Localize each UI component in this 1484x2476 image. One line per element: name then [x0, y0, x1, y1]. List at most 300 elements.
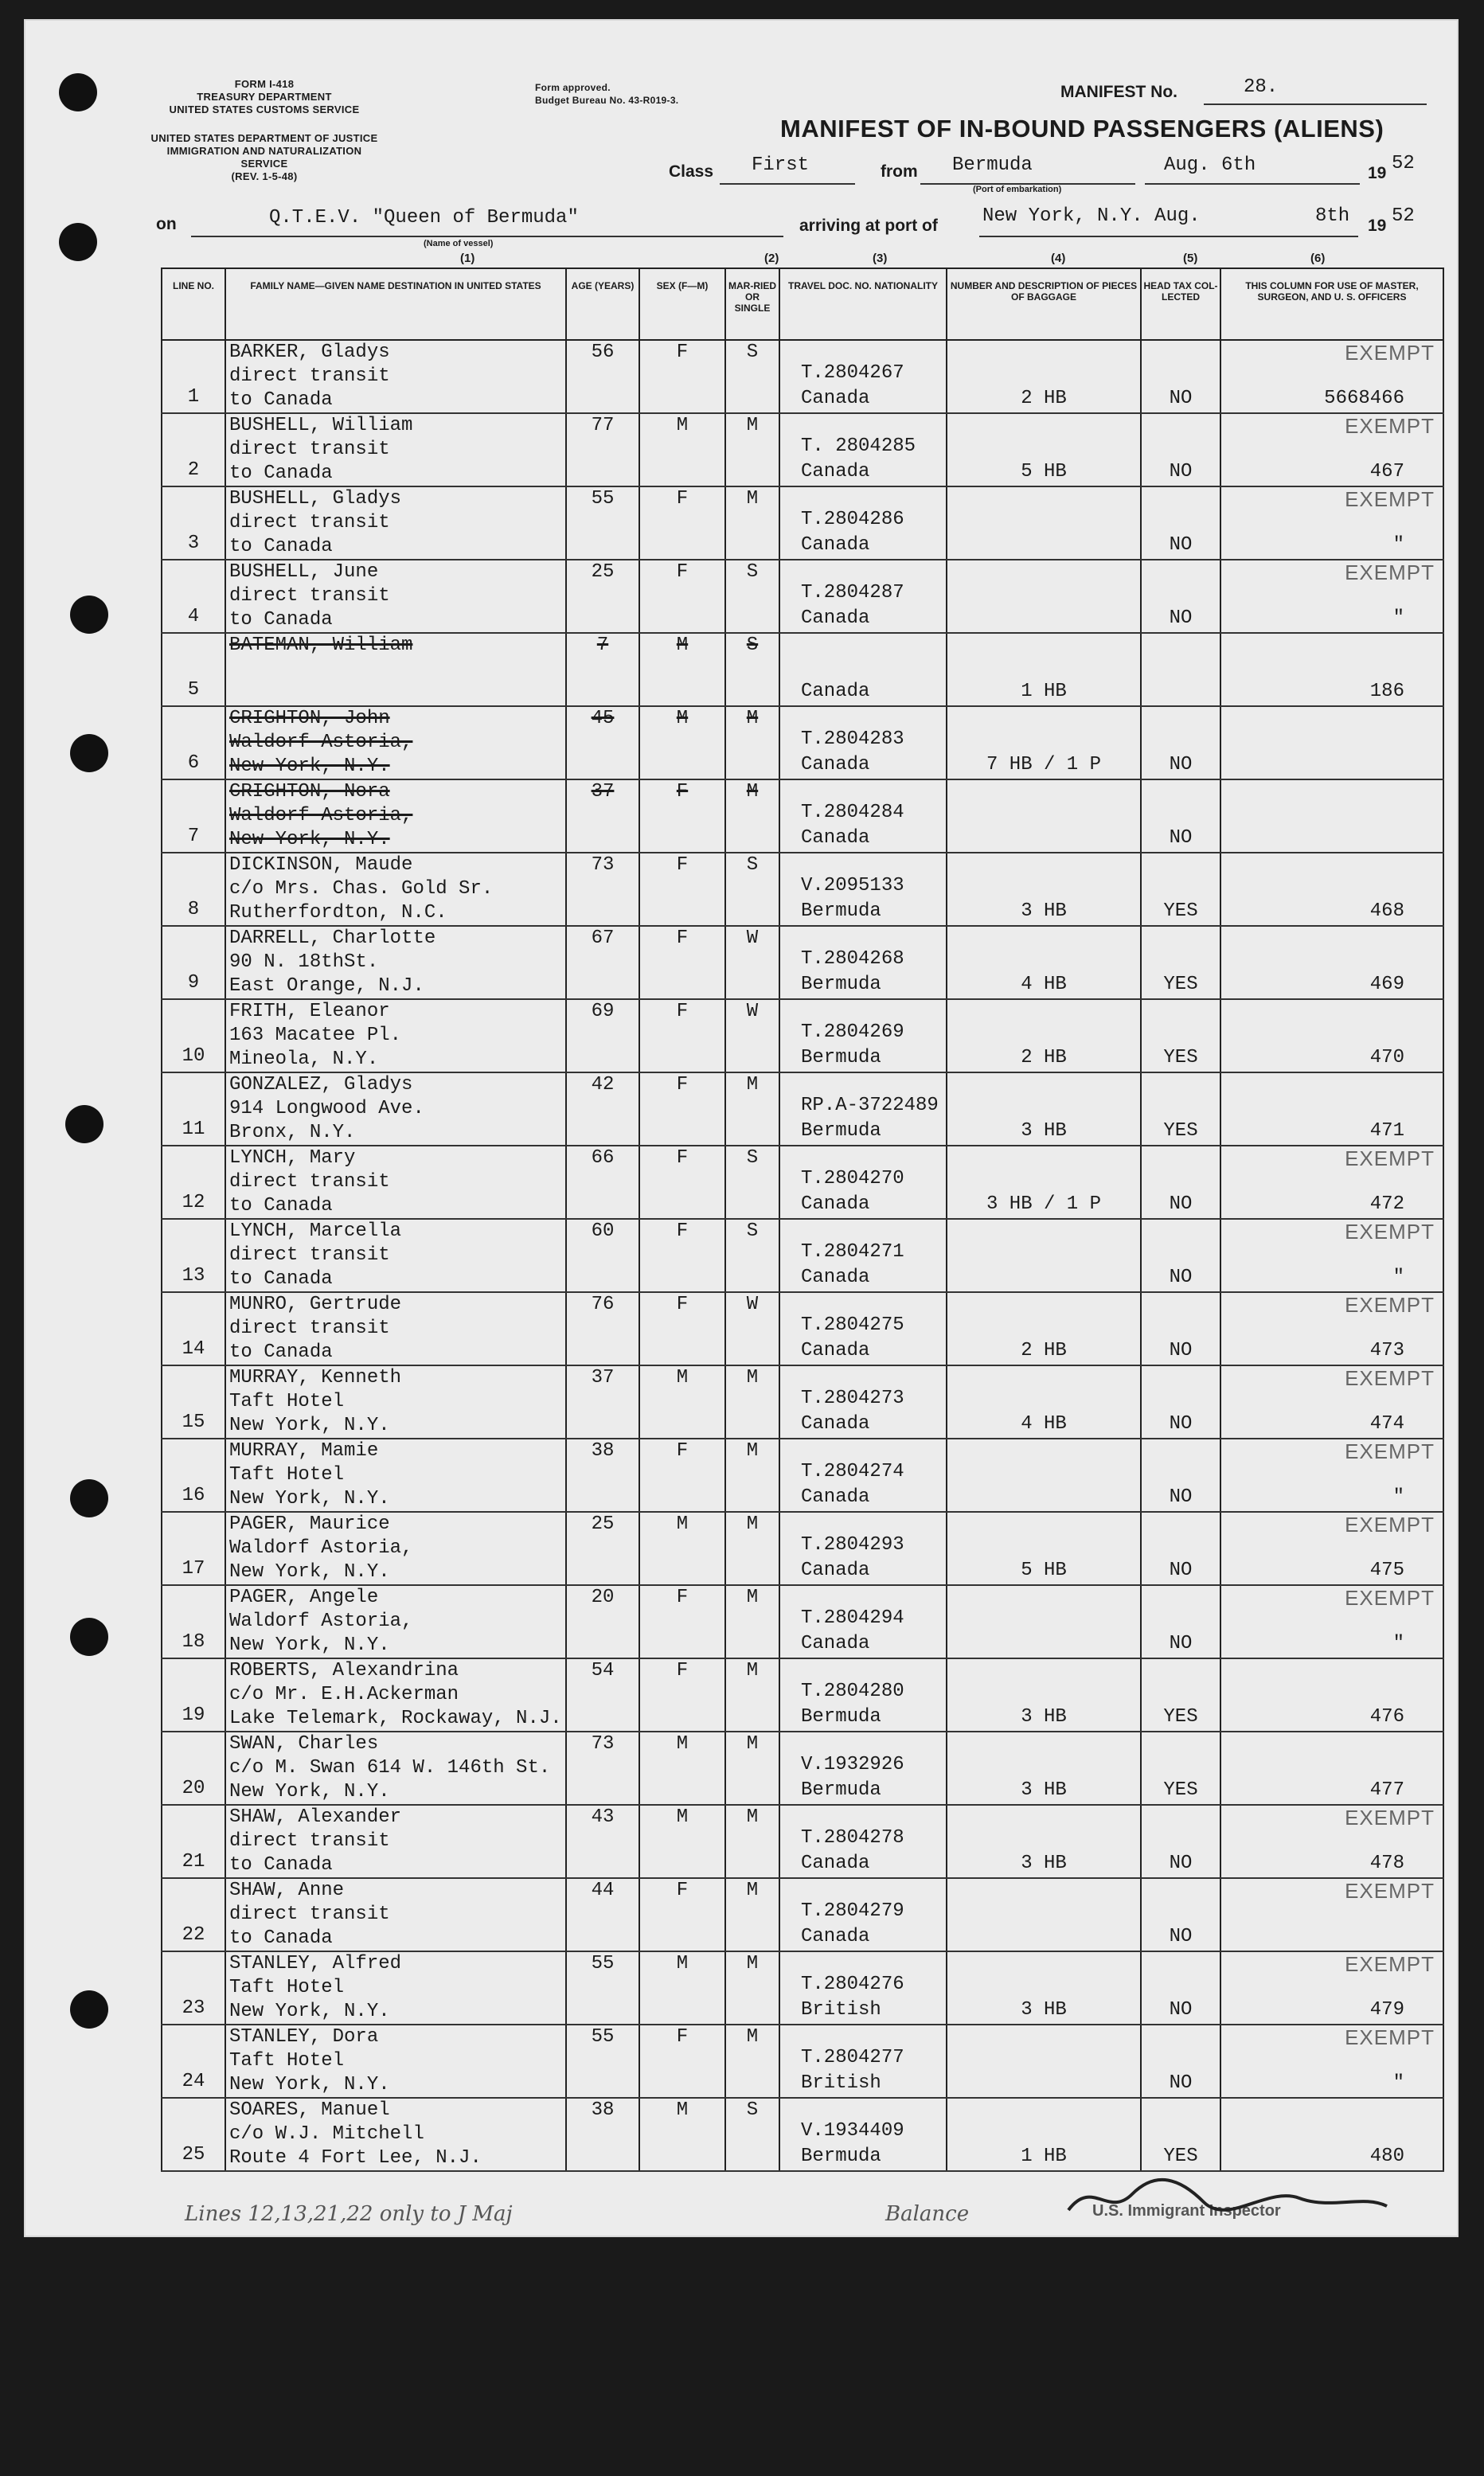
exempt-stamp: EXEMPT — [1345, 1586, 1435, 1610]
table-row — [162, 706, 1443, 779]
line-number-text: 6 — [187, 752, 200, 774]
sex: F — [676, 1074, 689, 1095]
sex-cell — [639, 1365, 725, 1439]
budget-bureau: Budget Bureau No. 43-R019-3. — [535, 95, 679, 106]
manifest-page — [25, 21, 1457, 2236]
line-number — [162, 413, 225, 486]
exempt-stamp: EXEMPT — [1345, 1513, 1435, 1537]
head-tax-cell — [1141, 926, 1220, 999]
travel-doc-cell — [779, 340, 947, 413]
nationality: Canada — [801, 827, 870, 849]
passenger-name: MUNRO, Gertrude — [229, 1294, 402, 1315]
vessel-caption: (Name of vessel) — [424, 239, 494, 248]
passenger-name-destination — [225, 486, 566, 560]
baggage-cell — [947, 340, 1141, 413]
age-cell — [566, 1585, 639, 1658]
destination-line-1: c/o Mr. E.H.Ackerman — [229, 1684, 459, 1705]
baggage-cell — [947, 1219, 1141, 1292]
destination-line-1: direct transit — [229, 1830, 390, 1852]
line-number-text: 4 — [187, 606, 200, 627]
passenger-name: ROBERTS, Alexandrina — [229, 1660, 459, 1681]
officer-cell — [1220, 926, 1443, 999]
head-tax-cell — [1141, 706, 1220, 779]
travel-doc: T.2804270 — [801, 1168, 904, 1189]
travel-doc: T.2804278 — [801, 1827, 904, 1849]
line-number-text: 1 — [187, 386, 200, 408]
line-number-text: 14 — [182, 1338, 205, 1360]
marital-status: M — [746, 1660, 759, 1681]
header-baggage: NUMBER AND DESCRIPTION OF PIECES OF BAGGAGE — [947, 268, 1141, 340]
passenger-name: LYNCH, Mary — [229, 1147, 356, 1169]
destination-line-2: Lake Telemark, Rockaway, N.J. — [229, 1708, 562, 1729]
form-header-justice — [145, 132, 384, 183]
officer-cell — [1220, 1878, 1443, 1951]
nationality: Canada — [801, 754, 870, 775]
sex: F — [676, 1880, 689, 1901]
head-tax-cell — [1141, 779, 1220, 853]
arrival-year: 52 — [1392, 205, 1415, 227]
marital-cell — [725, 1219, 779, 1292]
baggage-cell — [947, 486, 1141, 560]
destination-line-2: New York, N.Y. — [229, 1488, 390, 1509]
class-label: Class — [669, 162, 714, 181]
destination-line-1: c/o M. Swan 614 W. 146th St. — [229, 1757, 551, 1779]
baggage-cell — [947, 1585, 1141, 1658]
marital-status: S — [746, 635, 759, 656]
header-doc: TRAVEL DOC. NO. NATIONALITY — [779, 268, 947, 340]
head-tax-cell — [1141, 633, 1220, 706]
binder-hole — [70, 734, 108, 772]
marital-cell — [725, 413, 779, 486]
head-tax: NO — [1169, 534, 1193, 556]
marital-status: M — [746, 1880, 759, 1901]
officer-cell — [1220, 1219, 1443, 1292]
sex: M — [676, 635, 689, 656]
table-row — [162, 560, 1443, 633]
age: 44 — [591, 1880, 615, 1901]
age: 66 — [591, 1147, 615, 1169]
baggage-cell — [947, 1365, 1141, 1439]
officer-number: 472 — [1369, 1193, 1404, 1215]
travel-doc-cell — [779, 1951, 947, 2025]
header-age: AGE (YEARS) — [566, 268, 639, 340]
table-row — [162, 413, 1443, 486]
exempt-stamp: EXEMPT — [1345, 487, 1435, 511]
travel-doc: T.2804274 — [801, 1461, 904, 1482]
officer-cell — [1220, 1658, 1443, 1732]
on-label: on — [156, 215, 177, 233]
destination-line-1: direct transit — [229, 585, 390, 607]
passenger-name: STANLEY, Dora — [229, 2026, 379, 2048]
marital-cell — [725, 706, 779, 779]
age-cell — [566, 1292, 639, 1365]
age: 69 — [591, 1001, 615, 1022]
passenger-name-destination — [225, 1439, 566, 1512]
line-number-text: 17 — [182, 1558, 205, 1580]
baggage-cell — [947, 633, 1141, 706]
marital-cell — [725, 340, 779, 413]
destination-line-1: Taft Hotel — [229, 1464, 345, 1486]
sex: F — [676, 928, 689, 949]
marital-status: M — [746, 1074, 759, 1095]
officer-number: 186 — [1369, 681, 1404, 702]
sex-cell — [639, 1878, 725, 1951]
baggage: 2 HB — [1021, 388, 1067, 409]
officer-number: 475 — [1369, 1560, 1404, 1581]
baggage-cell — [947, 1146, 1141, 1219]
marital-status: M — [746, 415, 759, 436]
head-tax-cell — [1141, 1439, 1220, 1512]
age-cell — [566, 1951, 639, 2025]
sex: M — [676, 1733, 689, 1755]
justice-dept: UNITED STATES DEPARTMENT OF JUSTICE — [150, 132, 378, 144]
head-tax: NO — [1169, 1193, 1193, 1215]
head-tax: YES — [1163, 2146, 1198, 2167]
sex-cell — [639, 1585, 725, 1658]
passenger-name: MURRAY, Mamie — [229, 1440, 379, 1462]
marital-status: S — [746, 854, 759, 876]
head-tax: NO — [1169, 1999, 1193, 2021]
customs-service: UNITED STATES CUSTOMS SERVICE — [169, 103, 360, 115]
table-row — [162, 2098, 1443, 2171]
age: 38 — [591, 1440, 615, 1462]
exempt-stamp: EXEMPT — [1345, 1293, 1435, 1317]
head-tax-cell — [1141, 1365, 1220, 1439]
age: 73 — [591, 1733, 615, 1755]
line-number-text: 15 — [182, 1412, 205, 1433]
head-tax-cell — [1141, 999, 1220, 1072]
head-tax-cell — [1141, 560, 1220, 633]
officer-cell — [1220, 1072, 1443, 1146]
travel-doc-cell — [779, 1878, 947, 1951]
embark-date-line — [1145, 183, 1360, 185]
travel-doc: T.2804293 — [801, 1534, 904, 1556]
age-cell — [566, 1146, 639, 1219]
travel-doc-cell — [779, 1805, 947, 1878]
officer-cell — [1220, 853, 1443, 926]
sex: F — [676, 1440, 689, 1462]
travel-doc-cell — [779, 560, 947, 633]
destination-line-2: to Canada — [229, 1195, 333, 1217]
passenger-name: BUSHELL, William — [229, 415, 413, 436]
line-number — [162, 999, 225, 1072]
head-tax: YES — [1163, 1779, 1198, 1801]
baggage-cell — [947, 1878, 1141, 1951]
passenger-name: BATEMAN, William — [229, 635, 413, 656]
baggage-cell — [947, 779, 1141, 853]
exempt-stamp: EXEMPT — [1345, 1879, 1435, 1903]
officer-number: 477 — [1369, 1779, 1404, 1801]
line-number — [162, 706, 225, 779]
form-number: FORM I-418 — [234, 78, 295, 90]
nationality: Canada — [801, 388, 870, 409]
table-row — [162, 779, 1443, 853]
sex-cell — [639, 1805, 725, 1878]
baggage-cell — [947, 926, 1141, 999]
destination-line-1: 914 Longwood Ave. — [229, 1098, 424, 1119]
passenger-name-destination — [225, 853, 566, 926]
exempt-stamp: EXEMPT — [1345, 1439, 1435, 1463]
baggage-cell — [947, 1951, 1141, 2025]
officer-number: 480 — [1369, 2146, 1404, 2167]
destination-line-2: to Canada — [229, 1927, 333, 1949]
travel-doc: T.2804286 — [801, 509, 904, 530]
sex-cell — [639, 1732, 725, 1805]
manifest-no-line — [1204, 103, 1427, 105]
line-number — [162, 340, 225, 413]
marital-status: M — [746, 781, 759, 803]
destination-line-1: direct transit — [229, 365, 390, 387]
age-cell — [566, 1805, 639, 1878]
header-sex: SEX (F—M) — [639, 268, 725, 340]
nationality: Bermuda — [801, 1706, 881, 1728]
officer-number: 473 — [1369, 1340, 1404, 1361]
marital-cell — [725, 1951, 779, 2025]
head-tax: YES — [1163, 1047, 1198, 1068]
exempt-stamp: EXEMPT — [1345, 414, 1435, 438]
officer-number: 470 — [1369, 1047, 1404, 1068]
head-tax: NO — [1169, 1633, 1193, 1654]
age-cell — [566, 486, 639, 560]
age: 20 — [591, 1587, 615, 1608]
line-number — [162, 633, 225, 706]
baggage: 3 HB — [1021, 1853, 1067, 1874]
arrival-port: New York, N.Y. Aug. — [982, 205, 1201, 227]
marital-status: S — [746, 1220, 759, 1242]
head-tax: NO — [1169, 1853, 1193, 1874]
age: 42 — [591, 1074, 615, 1095]
header-headtax: HEAD TAX COL-LECTED — [1141, 268, 1220, 340]
header-name: FAMILY NAME—GIVEN NAME DESTINATION IN UNITED STATES — [225, 268, 566, 340]
destination-line-1: Waldorf Astoria, — [229, 1537, 413, 1559]
line-number-text: 24 — [182, 2071, 205, 2092]
head-tax-cell — [1141, 1732, 1220, 1805]
travel-doc-cell — [779, 999, 947, 1072]
baggage: 3 HB — [1021, 1999, 1067, 2021]
line-number-text: 5 — [187, 679, 200, 701]
baggage-cell — [947, 2098, 1141, 2171]
marital-status: S — [746, 342, 759, 363]
officer-number: 5668466 — [1324, 388, 1404, 409]
table-row — [162, 1512, 1443, 1585]
marital-status: M — [746, 1440, 759, 1462]
exempt-stamp: EXEMPT — [1345, 1952, 1435, 1976]
officer-number: " — [1392, 607, 1404, 629]
sex-cell — [639, 1439, 725, 1512]
baggage: 2 HB — [1021, 1340, 1067, 1361]
column-number-2: (2) — [764, 252, 779, 265]
sex-cell — [639, 926, 725, 999]
table-row — [162, 1219, 1443, 1292]
marital-status: M — [746, 1953, 759, 1974]
sex: F — [676, 1587, 689, 1608]
table-row — [162, 1146, 1443, 1219]
line-number — [162, 1292, 225, 1365]
head-tax: YES — [1163, 1120, 1198, 1142]
officer-number: 478 — [1369, 1853, 1404, 1874]
header-officers: THIS COLUMN FOR USE OF MASTER, SURGEON, AND U. S. OFFICERS — [1220, 268, 1443, 340]
head-tax-cell — [1141, 853, 1220, 926]
head-tax: NO — [1169, 1486, 1193, 1508]
class-value: First — [752, 154, 810, 176]
nationality: Canada — [801, 1267, 870, 1288]
head-tax-cell — [1141, 1292, 1220, 1365]
age: 37 — [591, 1367, 615, 1388]
header-line-no: LINE NO. — [162, 268, 225, 340]
age-cell — [566, 1878, 639, 1951]
officer-cell — [1220, 1292, 1443, 1365]
line-number-text: 10 — [182, 1045, 205, 1067]
exempt-stamp: EXEMPT — [1345, 1366, 1435, 1390]
officer-cell — [1220, 413, 1443, 486]
passenger-name-destination — [225, 999, 566, 1072]
line-number — [162, 1951, 225, 2025]
passenger-name: SOARES, Manuel — [229, 2099, 390, 2121]
baggage: 1 HB — [1021, 2146, 1067, 2167]
travel-doc-cell — [779, 926, 947, 999]
sex: M — [676, 1367, 689, 1388]
sex: F — [676, 1220, 689, 1242]
marital-cell — [725, 779, 779, 853]
head-tax-cell — [1141, 1072, 1220, 1146]
table-header-row — [162, 268, 1443, 340]
form-approval — [535, 81, 742, 107]
binder-hole — [65, 1105, 103, 1143]
revision: (REV. 1-5-48) — [231, 170, 298, 182]
passenger-name: BUSHELL, Gladys — [229, 488, 402, 510]
baggage-cell — [947, 706, 1141, 779]
officer-number: " — [1392, 2072, 1404, 2094]
passenger-name-destination — [225, 1146, 566, 1219]
officer-cell — [1220, 2098, 1443, 2171]
head-tax-cell — [1141, 1951, 1220, 2025]
embark-year-prefix: 19 — [1368, 164, 1387, 182]
head-tax-cell — [1141, 1512, 1220, 1585]
marital-cell — [725, 1878, 779, 1951]
destination-line-1: Taft Hotel — [229, 1391, 345, 1412]
head-tax-cell — [1141, 1878, 1220, 1951]
destination-line-1: direct transit — [229, 439, 390, 460]
table-row — [162, 999, 1443, 1072]
passenger-name: GONZALEZ, Gladys — [229, 1074, 413, 1095]
line-number-text: 22 — [182, 1924, 205, 1946]
manifest-title: MANIFEST OF IN-BOUND PASSENGERS (ALIENS) — [780, 115, 1384, 143]
line-number-text: 20 — [182, 1778, 205, 1799]
sex: M — [676, 1513, 689, 1535]
baggage-cell — [947, 2025, 1141, 2098]
binder-hole — [70, 596, 108, 634]
passenger-name-destination — [225, 1219, 566, 1292]
age-cell — [566, 2098, 639, 2171]
head-tax: NO — [1169, 754, 1193, 775]
passenger-name-destination — [225, 2025, 566, 2098]
head-tax: NO — [1169, 1926, 1193, 1947]
sex-cell — [639, 340, 725, 413]
destination-line-1: direct transit — [229, 1171, 390, 1193]
age-cell — [566, 779, 639, 853]
passenger-name: PAGER, Angele — [229, 1587, 379, 1608]
nationality: Canada — [801, 534, 870, 556]
sex-cell — [639, 1292, 725, 1365]
line-number-text: 8 — [187, 899, 200, 920]
sex: F — [676, 342, 689, 363]
age: 38 — [591, 2099, 615, 2121]
travel-doc: V.1932926 — [801, 1754, 904, 1775]
nationality: Canada — [801, 1853, 870, 1874]
nationality: Canada — [801, 1633, 870, 1654]
marital-status: M — [746, 2026, 759, 2048]
embark-date: Aug. 6th — [1164, 154, 1256, 176]
sex-cell — [639, 1512, 725, 1585]
baggage-cell — [947, 1292, 1141, 1365]
head-tax: NO — [1169, 1267, 1193, 1288]
marital-status: M — [746, 1733, 759, 1755]
officer-cell — [1220, 999, 1443, 1072]
exempt-stamp: EXEMPT — [1345, 1806, 1435, 1830]
officer-number: " — [1392, 1486, 1404, 1508]
destination-line-2: Mineola, N.Y. — [229, 1049, 379, 1070]
baggage-cell — [947, 560, 1141, 633]
officer-number: " — [1392, 534, 1404, 556]
exempt-stamp: EXEMPT — [1345, 341, 1435, 365]
table-row — [162, 853, 1443, 926]
line-number-text: 11 — [182, 1119, 205, 1140]
nationality: Canada — [801, 681, 870, 702]
arrival-year-prefix: 19 — [1368, 217, 1387, 235]
line-number-text: 18 — [182, 1631, 205, 1653]
passenger-name: MURRAY, Kenneth — [229, 1367, 402, 1388]
travel-doc: T.2804280 — [801, 1681, 904, 1702]
marital-cell — [725, 1732, 779, 1805]
baggage: 4 HB — [1021, 1413, 1067, 1435]
destination-line-1: c/o Mrs. Chas. Gold Sr. — [229, 878, 494, 900]
baggage-cell — [947, 1439, 1141, 1512]
age-cell — [566, 1439, 639, 1512]
destination-line-2: East Orange, N.J. — [229, 975, 424, 997]
binder-hole — [70, 1618, 108, 1656]
form-approved: Form approved. — [535, 82, 611, 93]
marital-cell — [725, 1805, 779, 1878]
balance-note: Balance — [885, 2202, 970, 2226]
head-tax: NO — [1169, 2072, 1193, 2094]
officer-cell — [1220, 1512, 1443, 1585]
marital-status: S — [746, 561, 759, 583]
line-number — [162, 2025, 225, 2098]
nationality: Bermuda — [801, 1120, 881, 1142]
age: 25 — [591, 561, 615, 583]
table-row — [162, 1439, 1443, 1512]
head-tax-cell — [1141, 1658, 1220, 1732]
age-cell — [566, 633, 639, 706]
destination-line-2: New York, N.Y. — [229, 1561, 390, 1583]
nationality: Canada — [801, 1340, 870, 1361]
passenger-name: BARKER, Gladys — [229, 342, 390, 363]
from-label: from — [881, 162, 918, 181]
officer-cell — [1220, 1951, 1443, 2025]
head-tax: NO — [1169, 461, 1193, 482]
sex: F — [676, 781, 689, 803]
travel-doc-cell — [779, 2098, 947, 2171]
line-number-text: 25 — [182, 2144, 205, 2166]
baggage-cell — [947, 1658, 1141, 1732]
marital-cell — [725, 1146, 779, 1219]
head-tax: NO — [1169, 1560, 1193, 1581]
destination-line-1: Taft Hotel — [229, 2050, 345, 2072]
passenger-name-destination — [225, 633, 566, 706]
passenger-name: BUSHELL, June — [229, 561, 379, 583]
sex-cell — [639, 486, 725, 560]
officer-number: 471 — [1369, 1120, 1404, 1142]
